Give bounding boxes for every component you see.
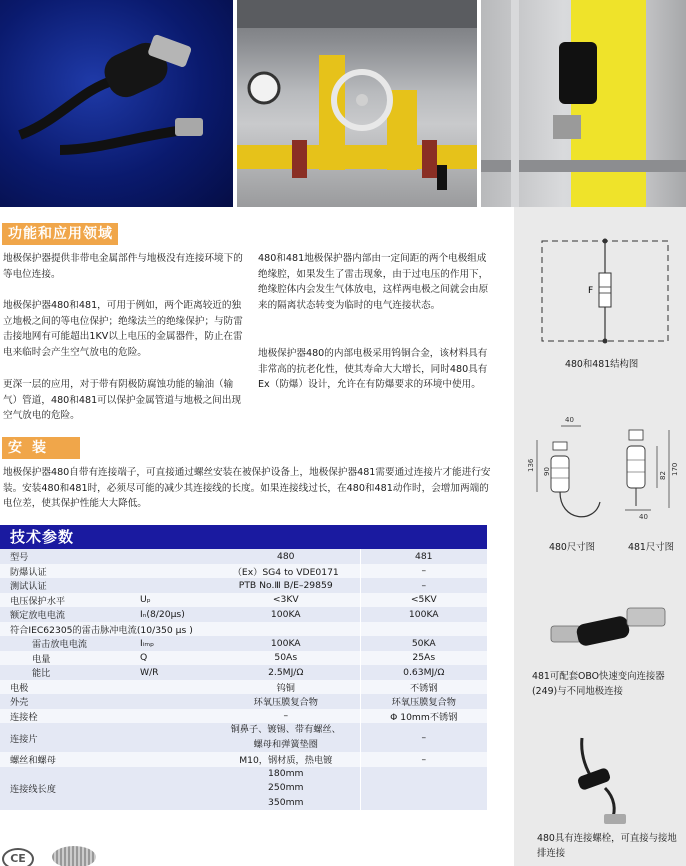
tech-label: 连接线长度 <box>0 767 140 811</box>
tech-value-481: 0.63MJ/Ω <box>360 665 487 680</box>
tech-symbol <box>140 767 212 811</box>
connector-481-caption: 481可配套OBO快速变向连接器(249)与不同地极连接 <box>532 671 665 697</box>
tech-row <box>0 651 487 666</box>
tech-row <box>0 636 487 651</box>
tech-row <box>0 767 487 811</box>
tech-symbol: Q <box>140 651 212 666</box>
section-heading-function: 功能和应用领域 <box>2 223 118 245</box>
dim-right-b: 82 <box>659 471 667 480</box>
tech-symbol <box>140 694 212 709</box>
tech-symbol: Iₙ(8/20μs) <box>140 607 212 622</box>
tech-symbol <box>140 723 212 752</box>
pipe-illustration <box>237 0 477 207</box>
dim-left-b: 90 <box>543 467 551 476</box>
tech-value-481: 50KA <box>360 636 487 651</box>
tech-symbol <box>140 549 212 564</box>
tech-label: 螺丝和螺母 <box>0 752 140 767</box>
structure-diagram <box>530 233 680 351</box>
product-photo-pipe-valve <box>237 0 477 207</box>
function-paragraph-5: 地极保护器480的内部电极采用钨铜合金，该材料具有非常高的抗老化性，使其寿命大大增长，同时480具有Ex（防爆）设计，允许在有防爆要求的环境中使用。 <box>258 348 488 391</box>
tech-label: 防爆认证 <box>0 564 140 579</box>
function-paragraph-4: 480和481地极保护器内部由一定间距的两个电极组成绝缘腔，如果发生了雷击现象，由于过电压的作用下，绝缘腔体内会发生气体放电，这样两电极之间就会由原来的隔离状态转变为临时的电气连接状态。 <box>258 253 489 311</box>
tech-row <box>0 694 487 709</box>
dim-481-caption: 481尺寸图 <box>628 542 675 553</box>
structure-label: F <box>588 286 594 296</box>
tech-label: 外壳 <box>0 694 140 709</box>
dim-left-a: 136 <box>527 458 535 472</box>
tech-label: 电量 <box>0 651 140 666</box>
tech-value-480: 环氧压膜复合物 <box>212 694 360 709</box>
tech-symbol <box>140 752 212 767</box>
dimension-drawings <box>525 412 685 537</box>
tech-value-480 <box>212 622 360 637</box>
tech-value-481: Φ 10mm不锈钢 <box>360 709 487 724</box>
tech-row <box>0 593 487 608</box>
tech-value-480: 480 <box>212 549 360 564</box>
tech-label: 能比 <box>0 665 140 680</box>
tech-value-481: <5KV <box>360 593 487 608</box>
tech-row <box>0 680 487 695</box>
tech-label: 雷击放电电流 <box>0 636 140 651</box>
tech-label: 电极 <box>0 680 140 695</box>
tech-row <box>0 723 487 752</box>
certification-seal-logo <box>52 846 96 866</box>
tech-value-480: 钨铜 <box>212 680 360 695</box>
tech-value-480: PTB No.Ⅲ B/E–29859 <box>212 578 360 593</box>
tech-value-481: – <box>360 578 487 593</box>
connector-481-photo <box>537 590 677 660</box>
tech-value-480 <box>212 767 360 811</box>
tech-value-481 <box>360 622 487 637</box>
product-photo-pipe-mount <box>481 0 686 207</box>
tech-value-480: – <box>212 709 360 724</box>
tech-value-480-line: 螺母和弹簧垫圈 <box>253 738 318 750</box>
connector-480-caption: 480具有连接螺栓，可直接与接地排连接 <box>537 833 677 859</box>
tech-value-480: 2.5MJ/Ω <box>212 665 360 680</box>
tech-row <box>0 622 487 637</box>
tech-value-480: 100KA <box>212 636 360 651</box>
tech-row <box>0 578 487 593</box>
tech-value-480-line: 350mm <box>268 796 304 808</box>
tech-symbol <box>140 578 212 593</box>
tech-value-481: – <box>360 564 487 579</box>
tech-value-480: <3KV <box>212 593 360 608</box>
function-paragraph-2: 地极保护器480和481，可用于例如，两个距离较近的独立地极之间的等电位保护；绝缘法兰的绝缘保护；与防雷击接地网有可能超出1KV以上电压的金属器件，防止在雷电来临时会产生空气放电的危险。 <box>3 300 243 358</box>
tech-value-481: – <box>360 723 487 752</box>
tech-value-480-line: 250mm <box>268 782 304 793</box>
tech-row <box>0 665 487 680</box>
product-photo-cable <box>0 0 233 207</box>
tech-value-481: 环氧压膜复合物 <box>360 694 487 709</box>
tech-value-480: 50As <box>212 651 360 666</box>
tech-value-481: 100KA <box>360 607 487 622</box>
dim-480-caption: 480尺寸图 <box>549 542 596 553</box>
tech-symbol <box>140 564 212 579</box>
tech-row <box>0 549 487 564</box>
tech-label: 型号 <box>0 549 140 564</box>
tech-value-481: 不锈钢 <box>360 680 487 695</box>
tech-symbol: Iᵢₘₚ <box>140 636 212 651</box>
tech-symbol <box>140 709 212 724</box>
dim-right-a: 170 <box>671 462 679 476</box>
function-paragraph-1: 地极保护器提供非带电金属部件与地极没有连接环境下的等电位连接。 <box>3 253 243 280</box>
tech-value-481: – <box>360 752 487 767</box>
tech-heading: 技术参数 <box>0 525 487 549</box>
tech-table <box>0 549 487 810</box>
tech-value-481 <box>360 767 487 811</box>
tech-label: 额定放电电流 <box>0 607 140 622</box>
tech-row <box>0 709 487 724</box>
tech-value-480-line: 180mm <box>268 767 304 779</box>
tech-value-480: （Ex）SG4 to VDE0171 <box>212 564 360 579</box>
tech-symbol: Uₚ <box>140 593 212 608</box>
tech-value-481: 25As <box>360 651 487 666</box>
tech-value-480: M10，钢材质，热电镀 <box>212 752 360 767</box>
tech-label: 连接片 <box>0 723 140 752</box>
tech-row <box>0 564 487 579</box>
dim-bottom: 40 <box>639 513 648 521</box>
tech-value-480 <box>212 723 360 752</box>
tech-value-481: 481 <box>360 549 487 564</box>
tech-symbol: W/R <box>140 665 212 680</box>
tech-label: 电压保护水平 <box>0 593 140 608</box>
function-paragraph-3: 更深一层的应用，对于带有阴极防腐蚀功能的输油（输气）管道，480和481可以保护金属管道与地极之间出现空气放电的危险。 <box>3 379 242 422</box>
connector-480-photo <box>560 728 650 828</box>
tech-value-480: 100KA <box>212 607 360 622</box>
tech-label: 连接栓 <box>0 709 140 724</box>
dim-top: 40 <box>565 416 574 424</box>
structure-caption: 480和481结构图 <box>565 359 639 370</box>
mount-illustration <box>481 0 686 207</box>
section-heading-install: 安装 <box>2 437 80 459</box>
install-paragraph: 地极保护器480自带有连接端子，可直接通过螺丝安装在被保护设备上，地极保护器481需要通过连接片才能进行安装。安装480和481时，必须尽可能的减少其连接线的长度。如果连接线过长，在480和481动作时，会增加两端的电位差，使其保护性能大大降低。 <box>3 467 491 510</box>
tech-label: 符合IEC62305的雷击脉冲电流(10/350 μs ) <box>0 622 212 637</box>
ce-logo: CE <box>2 848 34 866</box>
cable-illustration <box>0 0 233 207</box>
tech-row <box>0 607 487 622</box>
tech-row <box>0 752 487 767</box>
tech-label: 测试认证 <box>0 578 140 593</box>
tech-symbol <box>140 680 212 695</box>
tech-value-480-line: 铜鼻子、镀锡、带有螺丝、 <box>230 724 341 735</box>
